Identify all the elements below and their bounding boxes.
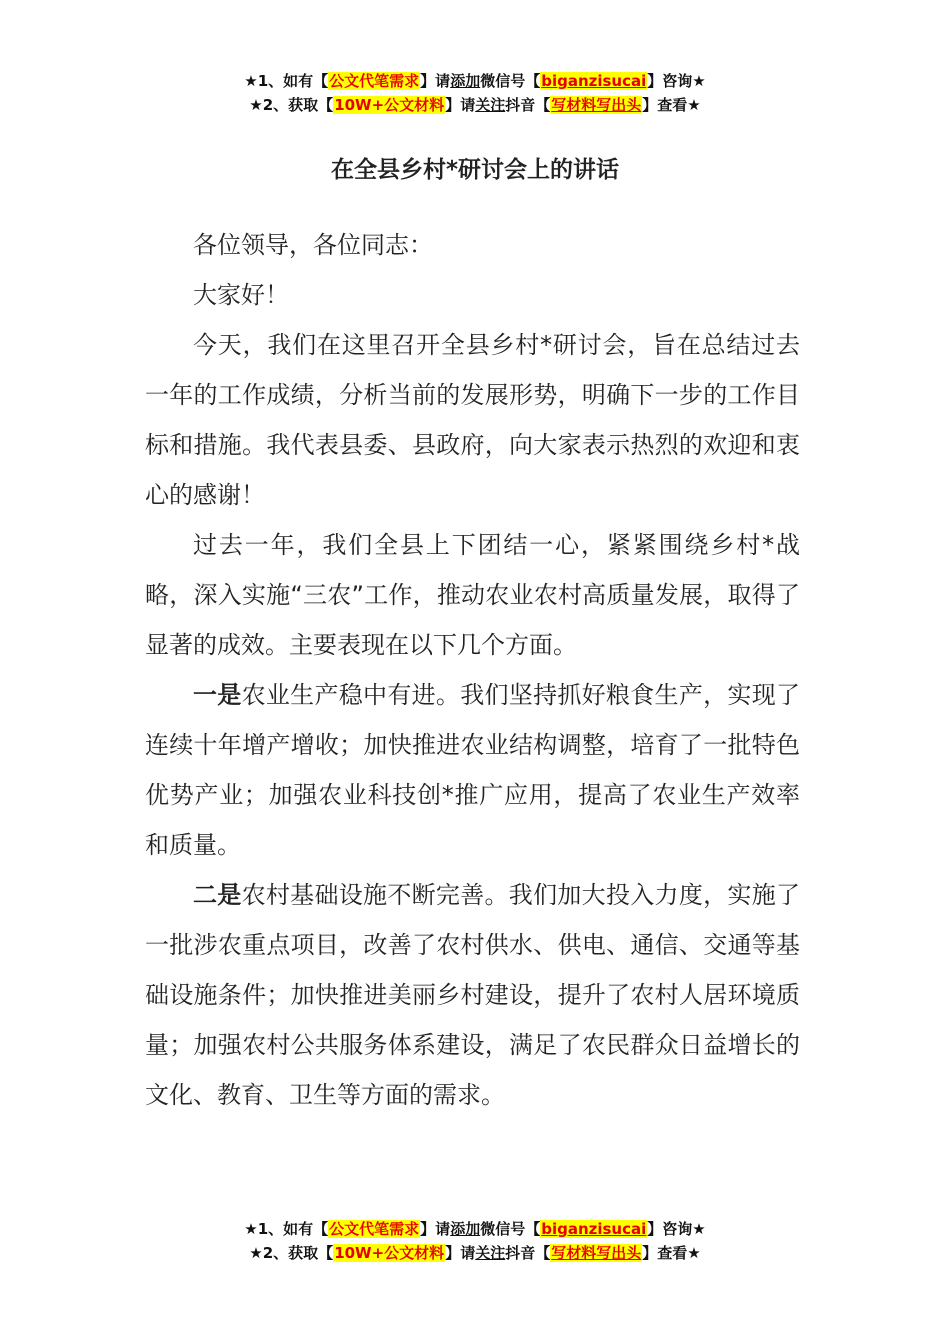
promo-line-2-mid1: 】请 — [445, 96, 476, 114]
point-2-lead: 二是 — [193, 881, 242, 909]
promo-line-2-mid2: 抖音【 — [505, 96, 551, 114]
promo-line-1-prefix: ★1、如有【 — [244, 72, 329, 90]
promo-line-2-suffix: 】查看★ — [642, 96, 701, 114]
promo-line-2-mid2-bottom: 抖音【 — [505, 1244, 551, 1262]
promo-line-2-prefix: ★2、获取【 — [249, 96, 334, 114]
promo-line-2-mid1-bottom: 】请 — [445, 1244, 476, 1262]
promo-highlight-wechat-id: biganzisucai — [541, 72, 647, 90]
promo-highlight-materials: 10W+公文材料 — [334, 96, 445, 114]
paragraph-intro: 今天，我们在这里召开全县乡村*研讨会，旨在总结过去一年的工作成绩，分析当前的发展形势，明确下一步的工作目标和措施。我代表县委、县政府，向大家表示热烈的欢迎和衷心的感谢！ — [145, 331, 800, 509]
paragraph-review: 过去一年，我们全县上下团结一心，紧紧围绕乡村*战略，深入实施“三农”工作，推动农业农村高质量发展，取得了显著的成效。主要表现在以下几个方面。 — [145, 531, 800, 659]
promo-line-1-suffix: 】咨询★ — [647, 72, 706, 90]
promo-line-1-mid2: 微信号【 — [480, 72, 541, 90]
salutation: 各位领导，各位同志： — [193, 231, 433, 259]
promo-highlight-wechat-id-bottom: biganzisucai — [541, 1220, 647, 1238]
point-1-text: 农业生产稳中有进。我们坚持抓好粮食生产，实现了连续十年增产增收；加快推进农业结构调整，培育了一批特色优势产业；加强农业科技创*推广应用，提高了农业生产效率和质量。 — [145, 681, 801, 859]
promo-line-1-mid1-bottom: 】请 — [420, 1220, 451, 1238]
top-promo-banner — [0, 69, 950, 117]
promo-line-1 — [0, 69, 950, 93]
promo-line-2-prefix-bottom: ★2、获取【 — [249, 1244, 334, 1262]
promo-line-1-mid1: 】请 — [420, 72, 451, 90]
document-body — [145, 220, 800, 1120]
paragraph-point-2 — [145, 870, 800, 1120]
bottom-promo-banner — [0, 1217, 950, 1265]
document-title: 在全县乡村*研讨会上的讲话 — [330, 157, 620, 183]
promo-line-2-bottom — [0, 1241, 950, 1265]
greeting: 大家好！ — [193, 281, 289, 309]
promo-line-1-emph: 添加 — [450, 72, 481, 90]
promo-line-1-emph-bottom: 添加 — [450, 1220, 481, 1238]
promo-highlight-materials-bottom: 10W+公文材料 — [334, 1244, 445, 1262]
promo-line-1-suffix-bottom: 】咨询★ — [647, 1220, 706, 1238]
promo-highlight-douyin: 写材料写出头 — [551, 96, 642, 114]
promo-line-2-emph-bottom: 关注 — [475, 1244, 506, 1262]
promo-line-2-suffix-bottom: 】查看★ — [642, 1244, 701, 1262]
point-2-text: 农村基础设施不断完善。我们加大投入力度，实施了一批涉农重点项目，改善了农村供水、供电、通信、交通等基础设施条件；加快推进美丽乡村建设，提升了农村人居环境质量；加强农村公共服务体系建设，满足了农民群众日益增长的文化、教育、卫生等方面的需求。 — [145, 881, 801, 1109]
promo-highlight-ghostwriting-bottom: 公文代笔需求 — [329, 1220, 420, 1238]
promo-line-1-mid2-bottom: 微信号【 — [480, 1220, 541, 1238]
promo-line-2 — [0, 93, 950, 117]
promo-highlight-douyin-bottom: 写材料写出头 — [551, 1244, 642, 1262]
promo-line-2-emph: 关注 — [475, 96, 506, 114]
paragraph-point-1 — [145, 670, 800, 870]
point-1-lead: 一是 — [193, 681, 242, 709]
promo-highlight-ghostwriting: 公文代笔需求 — [329, 72, 420, 90]
promo-line-1-bottom — [0, 1217, 950, 1241]
promo-line-1-prefix-bottom: ★1、如有【 — [244, 1220, 329, 1238]
